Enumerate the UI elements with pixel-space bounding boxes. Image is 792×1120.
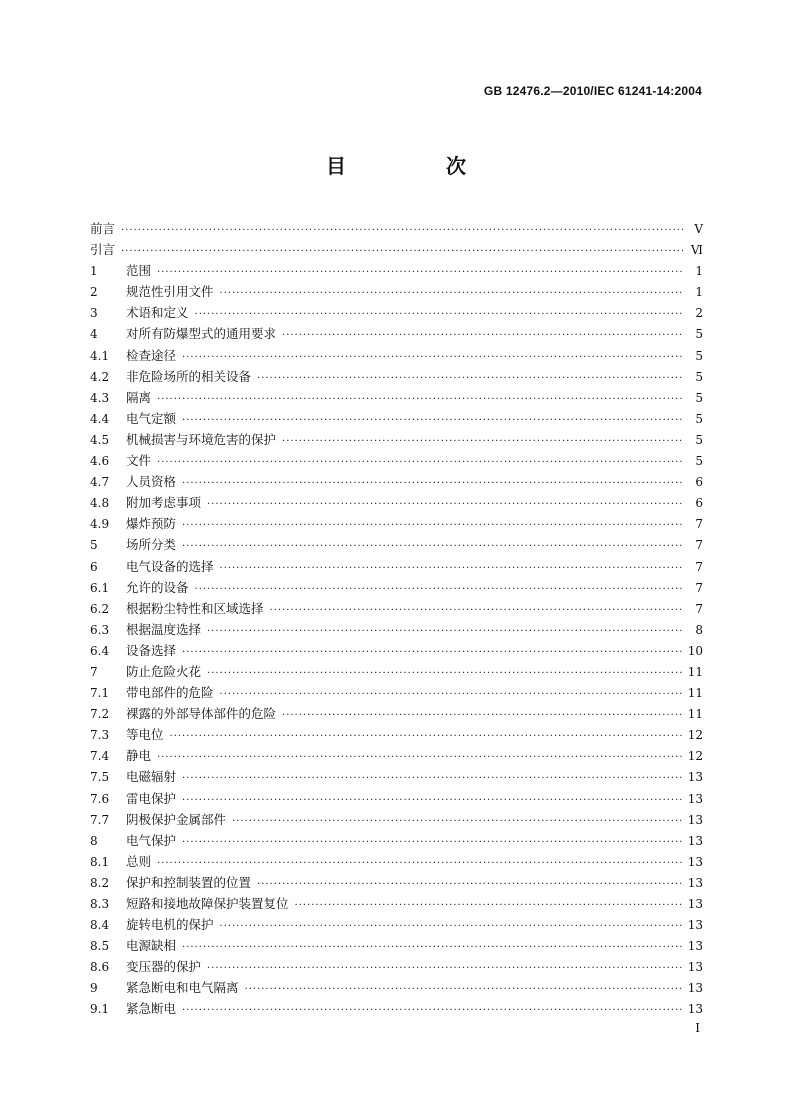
toc-entry-page: 13	[687, 833, 703, 848]
toc-entry-number: 4.9	[90, 517, 110, 532]
toc-entry-number: 4.1	[90, 348, 110, 363]
table-of-contents	[90, 218, 703, 1020]
toc-dot-leader	[282, 705, 682, 726]
toc-entry-page: 5	[695, 369, 703, 384]
toc-entry[interactable]	[90, 682, 703, 703]
toc-entry-number: 7.2	[90, 707, 110, 722]
toc-dot-leader	[182, 536, 683, 557]
toc-entry[interactable]	[90, 872, 703, 893]
toc-entry-page: 7	[695, 580, 703, 595]
toc-entry-page: 1	[695, 285, 703, 300]
toc-entry[interactable]	[90, 977, 703, 998]
toc-entry[interactable]	[90, 492, 703, 513]
toc-entry-page: 5	[695, 390, 703, 405]
toc-entry-page: 6	[695, 496, 703, 511]
toc-entry-number: 4.3	[90, 390, 110, 405]
toc-entry[interactable]	[90, 598, 703, 619]
toc-entry-page: 13	[687, 897, 703, 911]
toc-entry-title: 阴极保护金属部件	[126, 811, 227, 827]
toc-dot-leader	[157, 452, 683, 473]
toc-dot-leader	[220, 558, 683, 579]
toc-entry[interactable]	[90, 450, 703, 471]
toc-entry[interactable]	[90, 366, 703, 387]
toc-dot-leader	[282, 431, 683, 452]
toc-entry-page: 11	[687, 686, 703, 701]
toc-entry-title: 等电位	[126, 727, 164, 743]
toc-entry-number: 7.7	[90, 812, 110, 827]
toc-entry-title: 人员资格	[126, 474, 177, 490]
toc-entry-page: 6	[695, 475, 703, 490]
toc-entry-page: 5	[695, 411, 703, 426]
toc-entry-page: 12	[687, 728, 703, 743]
toc-entry-page: 13	[687, 981, 703, 996]
toc-entry-number: 7.6	[90, 791, 110, 806]
toc-entry-number: 7.5	[90, 770, 110, 785]
toc-entry-page: 13	[687, 770, 703, 785]
toc-entry[interactable]	[90, 556, 703, 577]
toc-entry-page: 2	[695, 306, 703, 321]
toc-entry-number: 5	[90, 538, 98, 553]
toc-entry-title: 引言	[90, 242, 116, 258]
toc-entry-title: 电磁辐射	[126, 769, 177, 785]
toc-entry-number: 7.4	[90, 749, 110, 764]
toc-entry-number: 4	[90, 327, 98, 342]
toc-dot-leader	[182, 768, 682, 789]
toc-entry[interactable]	[90, 703, 703, 724]
toc-entry-page: 13	[687, 918, 703, 933]
toc-entry-title: 电气保护	[126, 832, 177, 848]
toc-entry-title: 范围	[126, 263, 152, 279]
toc-entry[interactable]	[90, 724, 703, 745]
toc-entry-number: 8.6	[90, 960, 110, 975]
toc-entry[interactable]	[90, 345, 703, 366]
toc-entry-number: 7	[90, 664, 98, 679]
toc-dot-leader	[232, 811, 682, 832]
toc-entry-number: 4.2	[90, 369, 110, 384]
toc-dot-leader	[220, 283, 683, 304]
toc-entry-title: 术语和定义	[126, 305, 189, 321]
toc-entry[interactable]	[90, 809, 703, 830]
toc-dot-leader	[182, 410, 683, 431]
toc-dot-leader	[182, 347, 683, 368]
toc-entry-title: 对所有防爆型式的通用要求	[126, 326, 277, 342]
toc-entry-title: 保护和控制装置的位置	[126, 874, 252, 890]
toc-dot-leader	[207, 663, 682, 684]
toc-entry-page: 12	[687, 749, 703, 764]
toc-entry-title: 文件	[126, 453, 152, 469]
toc-entry-title: 短路和接地故障保护装置复位	[126, 896, 289, 911]
toc-entry-number: 4.5	[90, 432, 110, 447]
toc-dot-leader	[121, 220, 683, 241]
toc-dot-leader	[207, 494, 683, 515]
toc-entry[interactable]	[90, 239, 703, 260]
toc-entry-number: 8	[90, 833, 98, 848]
toc-entry-page: 13	[687, 791, 703, 806]
toc-entry-page: 11	[687, 707, 703, 722]
standard-code-header: GB 12476.2—2010/IEC 61241-14:2004	[483, 84, 702, 98]
toc-entry-page: 13	[687, 1002, 703, 1017]
toc-dot-leader	[170, 726, 682, 747]
toc-entry-number: 4.4	[90, 411, 110, 426]
toc-dot-leader	[282, 325, 683, 346]
toc-entry-page: 1	[695, 264, 703, 279]
toc-entry-title: 设备选择	[126, 642, 177, 658]
toc-entry-page: Ⅵ	[690, 243, 703, 258]
toc-entry-page: 13	[687, 939, 703, 954]
toc-entry-title: 带电部件的危险	[126, 685, 214, 701]
toc-entry-number: 6.4	[90, 643, 110, 658]
toc-dot-leader	[220, 916, 682, 937]
toc-entry-page: 13	[687, 875, 703, 890]
page-title: 目 次	[326, 154, 506, 178]
toc-entry-page: 7	[695, 559, 703, 574]
toc-entry[interactable]	[90, 830, 703, 851]
toc-dot-leader	[270, 600, 683, 621]
toc-entry-number: 8.4	[90, 918, 110, 933]
toc-dot-leader	[182, 1000, 682, 1021]
toc-dot-leader	[182, 937, 682, 958]
toc-entry-number: 1	[90, 264, 98, 279]
toc-entry-title: 裸露的外部导体部件的危险	[126, 706, 277, 722]
toc-entry-number: 4.6	[90, 454, 110, 469]
toc-dot-leader	[182, 832, 682, 853]
toc-entry-number: 7.3	[90, 728, 110, 743]
toc-entry-number: 2	[90, 285, 98, 300]
toc-entry[interactable]	[90, 281, 703, 302]
toc-entry[interactable]	[90, 661, 703, 682]
toc-entry[interactable]	[90, 914, 703, 935]
toc-entry[interactable]	[90, 956, 703, 977]
toc-entry-number: 8.3	[90, 897, 110, 911]
toc-entry-title: 电源缺相	[126, 938, 177, 954]
toc-entry-title: 前言	[90, 221, 116, 236]
toc-entry-number: 8.1	[90, 854, 110, 869]
toc-entry-title: 爆炸预防	[126, 516, 177, 532]
toc-dot-leader	[157, 853, 682, 874]
toc-entry-title: 总则	[126, 853, 152, 869]
toc-entry-page: 10	[687, 643, 703, 658]
toc-entry[interactable]	[90, 218, 703, 239]
toc-entry-number: 6.1	[90, 580, 110, 595]
toc-dot-leader	[157, 747, 682, 768]
toc-entry-title: 根据粉尘特性和区域选择	[126, 600, 264, 616]
toc-entry-number: 9	[90, 981, 98, 996]
toc-dot-leader	[257, 368, 683, 389]
toc-entry-page: 11	[687, 664, 703, 679]
toc-entry-page: 13	[687, 854, 703, 869]
toc-entry-number: 6.3	[90, 622, 110, 637]
toc-entry[interactable]	[90, 387, 703, 408]
toc-entry-page: 7	[695, 517, 703, 532]
toc-entry-page: 13	[687, 960, 703, 975]
toc-entry-title: 附加考虑事项	[126, 495, 202, 511]
toc-dot-leader	[257, 874, 682, 895]
toc-dot-leader	[182, 790, 682, 811]
toc-entry-title: 允许的设备	[126, 579, 189, 595]
toc-entry-page: 7	[695, 601, 703, 616]
toc-entry-title: 电气设备的选择	[126, 558, 214, 574]
toc-entry-title: 紧急断电	[126, 1001, 177, 1017]
toc-entry-title: 变压器的保护	[126, 959, 202, 975]
page-number: Ⅰ	[695, 1021, 700, 1035]
toc-entry[interactable]	[90, 534, 703, 555]
toc-entry-title: 非危险场所的相关设备	[126, 368, 252, 384]
toc-dot-leader	[245, 979, 682, 1000]
toc-entry-page: 5	[695, 327, 703, 342]
toc-entry[interactable]	[90, 998, 703, 1019]
toc-entry[interactable]	[90, 429, 703, 450]
toc-entry-page: 13	[687, 812, 703, 827]
toc-entry-page: 5	[695, 454, 703, 469]
toc-entry-title: 旋转电机的保护	[126, 917, 214, 933]
toc-entry[interactable]	[90, 302, 703, 323]
toc-entry-title: 规范性引用文件	[126, 284, 214, 300]
toc-dot-leader	[157, 262, 683, 283]
toc-entry-number: 8.5	[90, 939, 110, 954]
toc-dot-leader	[157, 389, 683, 410]
toc-entry-page: 5	[695, 432, 703, 447]
toc-entry[interactable]	[90, 260, 703, 281]
toc-entry-number: 6.2	[90, 601, 110, 616]
toc-entry[interactable]	[90, 408, 703, 429]
toc-entry-title: 电气定额	[126, 410, 177, 426]
toc-entry[interactable]	[90, 766, 703, 787]
toc-entry-title: 防止危险火花	[126, 663, 202, 679]
toc-entry[interactable]	[90, 745, 703, 766]
toc-entry-page: Ⅴ	[694, 222, 703, 236]
toc-dot-leader	[220, 684, 682, 705]
toc-entry-page: 7	[695, 538, 703, 553]
toc-dot-leader	[182, 642, 682, 663]
toc-entry[interactable]	[90, 619, 703, 640]
toc-entry[interactable]	[90, 893, 703, 914]
toc-entry-page: 8	[695, 622, 703, 637]
toc-entry-title: 检查途径	[126, 347, 177, 363]
toc-entry[interactable]	[90, 323, 703, 344]
toc-entry-title: 紧急断电和电气隔离	[126, 980, 239, 996]
toc-entry[interactable]	[90, 471, 703, 492]
toc-entry[interactable]	[90, 640, 703, 661]
toc-dot-leader	[295, 895, 682, 916]
toc-entry-number: 7.1	[90, 686, 110, 701]
toc-entry-title: 根据温度选择	[126, 621, 202, 637]
toc-dot-leader	[182, 515, 683, 536]
toc-entry-title: 隔离	[126, 389, 152, 405]
toc-entry-number: 9.1	[90, 1002, 110, 1017]
toc-dot-leader	[121, 241, 683, 262]
toc-entry-title: 场所分类	[126, 537, 177, 553]
toc-entry[interactable]	[90, 577, 703, 598]
toc-entry-title: 机械损害与环境危害的保护	[126, 431, 277, 447]
toc-dot-leader	[195, 579, 683, 600]
toc-entry-title: 雷电保护	[126, 790, 177, 806]
toc-entry-page: 5	[695, 348, 703, 363]
toc-dot-leader	[207, 958, 682, 979]
toc-entry-number: 8.2	[90, 875, 110, 890]
toc-entry-number: 4.8	[90, 496, 110, 511]
toc-entry[interactable]	[90, 513, 703, 534]
toc-entry[interactable]	[90, 788, 703, 809]
toc-entry-number: 6	[90, 559, 98, 574]
toc-dot-leader	[195, 304, 683, 325]
toc-entry[interactable]	[90, 935, 703, 956]
toc-entry-title: 静电	[126, 748, 152, 764]
toc-dot-leader	[207, 621, 683, 642]
toc-dot-leader	[182, 473, 683, 494]
toc-entry-number: 3	[90, 306, 98, 321]
toc-entry[interactable]	[90, 851, 703, 872]
toc-entry-number: 4.7	[90, 475, 110, 490]
